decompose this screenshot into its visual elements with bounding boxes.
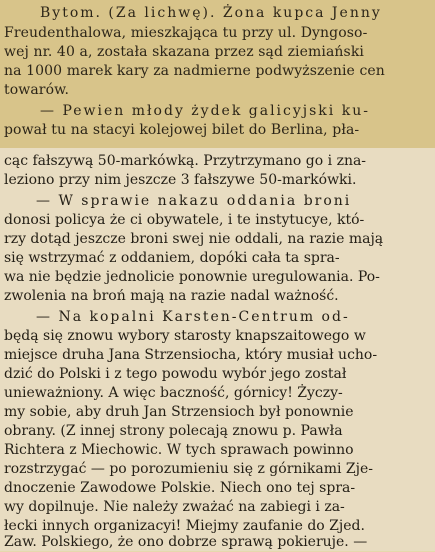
article-line: wy dopilnuje. Nie należy zważać na zabiegi i za-	[4, 499, 345, 515]
article-line: rzy dotąd jeszcze broni swej nie oddali, na razie mają	[4, 231, 384, 247]
article-line: miejsce druha Jana Strzensiocha, który musiał ucho-	[4, 347, 378, 363]
main-article	[0, 148, 435, 551]
article-line: obrany. (Z innej strony polecają znowu p. Pawła	[4, 423, 343, 439]
fragment-line: Bytom. (Za lichwę). Żona kupca Jenny	[40, 5, 382, 21]
article-line: my sobie, aby druh Jan Strzensioch był ponownie	[4, 404, 354, 420]
article-line: dzić do Polski i z tego powodu wybór jego został	[4, 366, 347, 382]
article-line: unieważniony. A więc baczność, górnicy! Życzy-	[4, 385, 343, 401]
article-line: donosi policya że ci obywatele, i te instytucye, któ-	[4, 212, 365, 228]
article-line: cąc fałszywą 50-markówką. Przytrzymano go i zna-	[4, 153, 367, 169]
fragment-line: pował tu na stacyi kolejowej bilet do Berlina, pła-	[4, 122, 360, 138]
article-line: — W sprawie nakazu oddania broni	[36, 193, 352, 209]
article-line: zwolenia na broń mają na razie nadal ważność.	[4, 288, 339, 304]
fragment-line: na 1000 marek kary za nadmierne podwyższenie cen	[4, 63, 385, 79]
top-article-fragment	[0, 0, 435, 148]
article-line: wa nie będzie jednolicie ponownie uregulowania. Po-	[4, 269, 380, 285]
article-line: Zaw. Polskiego, że ono dobrze sprawą pokieruje. —	[4, 534, 368, 550]
article-line: Richtera z Miechowic. W tych sprawach powinno	[4, 442, 354, 458]
fragment-line: towarów.	[4, 82, 70, 98]
article-line: — Na kopalni Karsten-Centrum od-	[36, 309, 350, 325]
article-line: będą się znowu wybory starosty knapszaitowego w	[4, 328, 366, 344]
article-line: się wstrzymać z oddaniem, dopóki cała ta spra-	[4, 250, 340, 266]
fragment-line: wej nr. 40 a, została skazana przez sąd ziemiański	[4, 44, 364, 60]
article-line: leziono przy nim jeszcze 3 fałszywe 50-markówki.	[4, 172, 357, 188]
fragment-line: — Pewien młody żydek galicyjski ku-	[40, 103, 370, 119]
article-line: rozstrzygać — po porozumieniu się z górnikami Zje-	[4, 461, 373, 477]
fragment-line: Freudenthalowa, mieszkająca tu przy ul. Dyngoso-	[4, 25, 368, 41]
article-line: dnoczenie Zawodowe Polskie. Niech ono tej spra-	[4, 480, 356, 496]
article-line: łecki innych organizacyi! Miejmy zaufanie do Zjed.	[4, 518, 365, 534]
